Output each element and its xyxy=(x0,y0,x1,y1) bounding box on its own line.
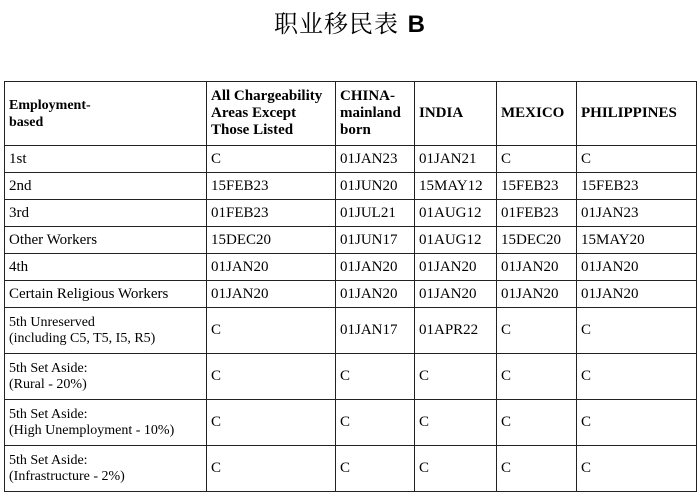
cell-value: C xyxy=(207,354,336,400)
cell-value: 01JAN20 xyxy=(577,254,697,281)
row-label: 2nd xyxy=(5,173,207,200)
table-row xyxy=(5,200,697,227)
cell-value: C xyxy=(577,446,697,492)
cell-value: 01JUL21 xyxy=(336,200,415,227)
cell-value: C xyxy=(207,446,336,492)
cell-value: C xyxy=(336,354,415,400)
cell-value: 15MAY12 xyxy=(415,173,497,200)
cell-value: C xyxy=(577,308,697,354)
cell-value: 01APR22 xyxy=(415,308,497,354)
cell-value: C xyxy=(497,308,577,354)
cell-value: 01JUN20 xyxy=(336,173,415,200)
header-employment-based: Employment- based xyxy=(5,82,207,146)
row-label: Certain Religious Workers xyxy=(5,281,207,308)
cell-value: C xyxy=(207,146,336,173)
cell-value: C xyxy=(497,354,577,400)
table-row xyxy=(5,446,697,492)
visa-bulletin-table xyxy=(4,81,697,492)
row-label: 4th xyxy=(5,254,207,281)
page-title-text: 职业移民表 xyxy=(274,10,399,38)
row-label: 3rd xyxy=(5,200,207,227)
table-row xyxy=(5,354,697,400)
cell-value: C xyxy=(497,446,577,492)
row-label: 1st xyxy=(5,146,207,173)
table-row xyxy=(5,146,697,173)
cell-value: C xyxy=(415,400,497,446)
cell-value: C xyxy=(207,308,336,354)
row-label: 5th Set Aside: (Infrastructure - 2%) xyxy=(5,446,207,492)
cell-value: 01JAN20 xyxy=(577,281,697,308)
cell-value: C xyxy=(497,146,577,173)
cell-value: 01JAN17 xyxy=(336,308,415,354)
cell-value: 15MAY20 xyxy=(577,227,697,254)
header-india: INDIA xyxy=(415,82,497,146)
row-label: 5th Set Aside: (High Unemployment - 10%) xyxy=(5,400,207,446)
cell-value: 15DEC20 xyxy=(207,227,336,254)
cell-value: 01JAN20 xyxy=(336,281,415,308)
cell-value: 15DEC20 xyxy=(497,227,577,254)
row-label: Other Workers xyxy=(5,227,207,254)
table-row xyxy=(5,400,697,446)
table-row xyxy=(5,254,697,281)
table-row xyxy=(5,173,697,200)
cell-value: 01JAN20 xyxy=(497,281,577,308)
cell-value: 01JAN21 xyxy=(415,146,497,173)
cell-value: 01JAN23 xyxy=(577,200,697,227)
cell-value: C xyxy=(415,446,497,492)
cell-value: C xyxy=(207,400,336,446)
cell-value: 15FEB23 xyxy=(497,173,577,200)
cell-value: 01JAN20 xyxy=(415,254,497,281)
cell-value: 01JAN20 xyxy=(497,254,577,281)
cell-value: 01FEB23 xyxy=(497,200,577,227)
cell-value: 01AUG12 xyxy=(415,200,497,227)
cell-value: 01JUN17 xyxy=(336,227,415,254)
table-header-row xyxy=(5,82,697,146)
cell-value: C xyxy=(577,354,697,400)
cell-value: 01JAN23 xyxy=(336,146,415,173)
page-title-suffix: B xyxy=(407,11,426,38)
cell-value: C xyxy=(577,146,697,173)
cell-value: 15FEB23 xyxy=(577,173,697,200)
cell-value: C xyxy=(415,354,497,400)
cell-value: 01FEB23 xyxy=(207,200,336,227)
header-all-chargeability: All Chargeability Areas Except Those Listed xyxy=(207,82,336,146)
row-label: 5th Set Aside: (Rural - 20%) xyxy=(5,354,207,400)
table-row xyxy=(5,308,697,354)
row-label: 5th Unreserved (including C5, T5, I5, R5) xyxy=(5,308,207,354)
header-mexico: MEXICO xyxy=(497,82,577,146)
cell-value: 01JAN20 xyxy=(207,281,336,308)
page-title xyxy=(0,8,700,41)
header-philippines: PHILIPPINES xyxy=(577,82,697,146)
cell-value: C xyxy=(336,400,415,446)
header-china: CHINA-mainland born xyxy=(336,82,415,146)
table-row xyxy=(5,227,697,254)
cell-value: C xyxy=(497,400,577,446)
cell-value: C xyxy=(577,400,697,446)
cell-value: 15FEB23 xyxy=(207,173,336,200)
cell-value: C xyxy=(336,446,415,492)
cell-value: 01AUG12 xyxy=(415,227,497,254)
cell-value: 01JAN20 xyxy=(207,254,336,281)
cell-value: 01JAN20 xyxy=(415,281,497,308)
table-row xyxy=(5,281,697,308)
cell-value: 01JAN20 xyxy=(336,254,415,281)
